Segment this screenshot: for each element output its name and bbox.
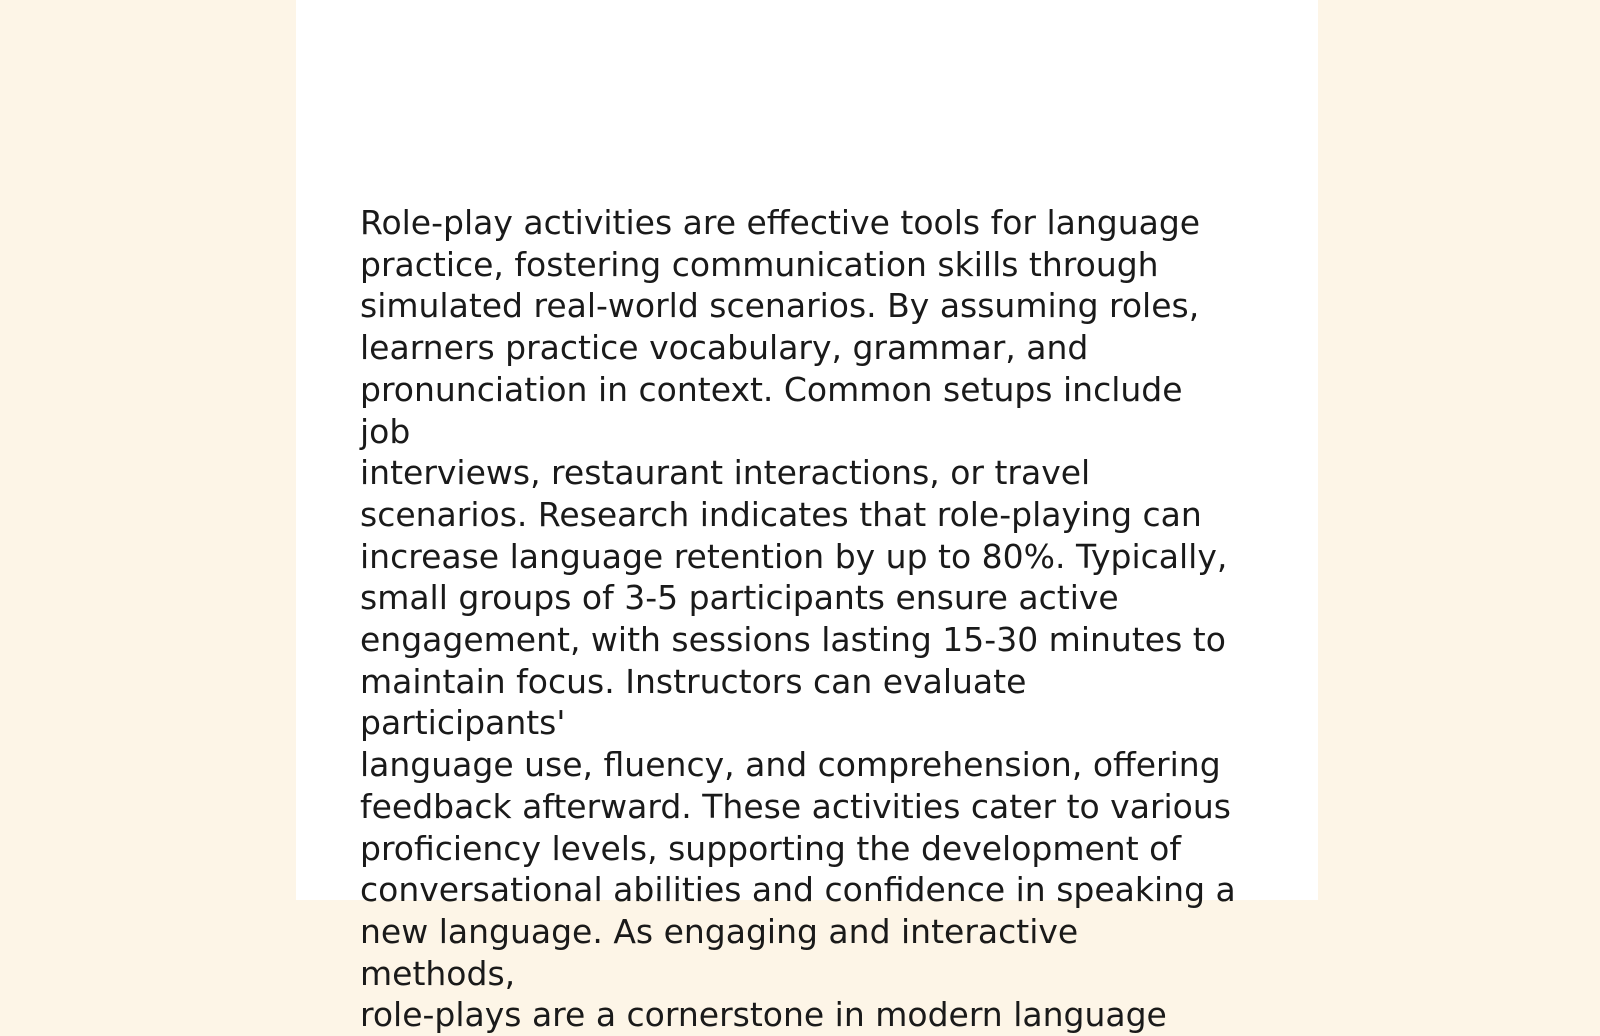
document-page (296, 0, 1318, 1035)
body-paragraph: Role-play activities are effective tools for language practice, fostering communication skills through simulated real-world scenarios. By assuming roles, learners practice vocabulary, grammar, and pronunciation in context. Common setups include job interviews, restaurant interactions, or travel scenarios. Research indicates that role-playing can increase language retention by up to 80%. Typically, small groups of 3-5 participants ensure active engagement, with sessions lasting 15-30 minutes to maintain focus. Instructors can evaluate participants' language use, fluency, and comprehension, offering feedback afterward. These activities cater to various proficiency levels, supporting the development of conversational abilities and confidence in speaking a new language. As engaging and interactive methods, role-plays are a cornerstone in modern language (360, 203, 1236, 1035)
